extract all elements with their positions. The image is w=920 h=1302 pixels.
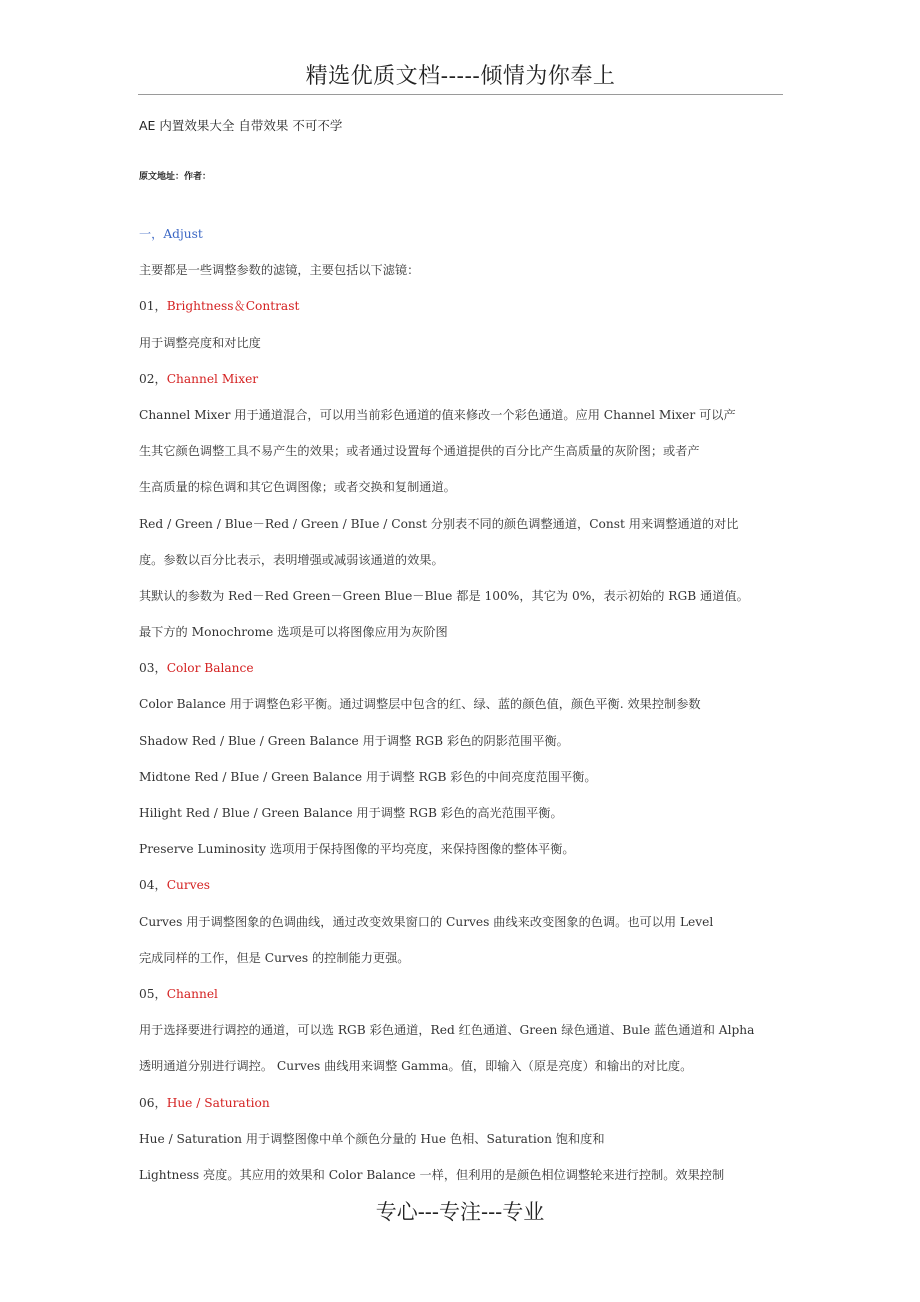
paragraph-line: 度。参数以百分比表示，表明增强或减弱该通道的效果。 — [139, 552, 444, 567]
paragraph-line: 其默认的参数为 Red－Red Green－Green Blue－Blue 都是 100%，其它为 0%，表示初始的 RGB 通道值。 — [139, 588, 749, 603]
paragraph-line: Lightness 亮度。其应用的效果和 Color Balance 一样，但利用的是颜色相位调整轮来进行控制。效果控制 — [139, 1167, 725, 1182]
effect-name: Channel — [166, 986, 218, 1001]
paragraph-line: Hilight Red / Blue / Green Balance 用于调整 RGB 彩色的高光范围平衡。 — [139, 806, 563, 820]
page-header — [138, 60, 783, 95]
source-line: 原文地址：作者： — [139, 172, 212, 182]
effect-heading — [139, 1092, 784, 1128]
effect-name: Color Balance — [166, 661, 254, 676]
effect-number: 05， — [139, 986, 167, 1001]
effect-name: Curves — [166, 878, 211, 893]
paragraph-line: Color Balance 用于调整色彩平衡。通过调整层中包含的红、绿、蓝的颜色值，颜色平衡. 效果控制参数 — [139, 697, 701, 712]
effect-name: Brightness＆Contrast — [166, 299, 300, 314]
header-title: 精选优质文档-----倾情为你奉上 — [305, 64, 616, 89]
paragraph-line: 生高质量的棕色调和其它色调图像；或者交换和复制通道。 — [139, 480, 456, 495]
effect-number: 06， — [139, 1095, 167, 1110]
paragraph-line: Red / Green / Blue－Red / Green / BIue / Const 分别表不同的颜色调整通道，Const 用来调整通道的对比 — [139, 516, 739, 531]
paragraph-line: Midtone Red / BIue / Green Balance 用于调整 RGB 彩色的中间亮度范围平衡。 — [139, 769, 597, 784]
document-title: AE 内置效果大全 自带效果 不可不学 — [139, 118, 343, 133]
intro-paragraph: 主要都是一些调整参数的滤镜，主要包括以下滤镜： — [139, 263, 420, 278]
paragraph-line: 用于选择要进行调控的通道，可以选 RGB 彩色通道，Red 红色通道、Green 绿色通道、Bule 蓝色通道和 Alpha — [139, 1023, 755, 1038]
document-body — [139, 223, 784, 1200]
effect-heading — [139, 874, 784, 910]
effect-heading — [139, 983, 784, 1019]
effect-heading — [139, 657, 784, 693]
paragraph-line: Channel Mixer 用于通道混合，可以用当前彩色通道的值来修改一个彩色通道。应用 Channel Mixer 可以产 — [139, 407, 736, 422]
paragraph-line: Curves 用于调整图象的色调曲线，通过改变效果窗口的 Curves 曲线来改变图象的色调。也可以用 Level — [139, 914, 714, 929]
effect-number: 02， — [139, 371, 167, 386]
effect-name: Hue / Saturation — [166, 1095, 270, 1110]
paragraph-line: 用于调整亮度和对比度 — [139, 335, 261, 350]
section-heading-adjust: 一，Adjust — [139, 227, 203, 241]
paragraph-line: 最下方的 Monochrome 选项是可以将图像应用为灰阶图 — [139, 625, 448, 640]
effect-number: 04， — [139, 878, 167, 893]
effect-heading — [139, 295, 784, 331]
effect-number: 03， — [139, 661, 167, 676]
effect-heading — [139, 368, 784, 404]
paragraph-line: 完成同样的工作，但是 Curves 的控制能力更强。 — [139, 950, 410, 965]
paragraph-line: Hue / Saturation 用于调整图像中单个颜色分量的 Hue 色相、Saturation 饱和度和 — [139, 1131, 605, 1146]
effect-number: 01， — [139, 299, 167, 314]
paragraph-line: Preserve Luminosity 选项用于保持图像的平均亮度，来保持图像的整体平衡。 — [139, 842, 575, 857]
paragraph-line: Shadow Red / Blue / Green Balance 用于调整 RGB 彩色的阴影范围平衡。 — [139, 733, 569, 748]
paragraph-line: 透明通道分别进行调控。 Curves 曲线用来调整 Gamma。值，即输入（原是亮度）和输出的对比度。 — [139, 1059, 693, 1074]
page-footer: 专心---专注---专业 — [375, 1200, 545, 1224]
effect-name: Channel Mixer — [166, 371, 259, 386]
paragraph-line: 生其它颜色调整工具不易产生的效果；或者通过设置每个通道提供的百分比产生高质量的灰阶图；或者产 — [139, 444, 700, 459]
